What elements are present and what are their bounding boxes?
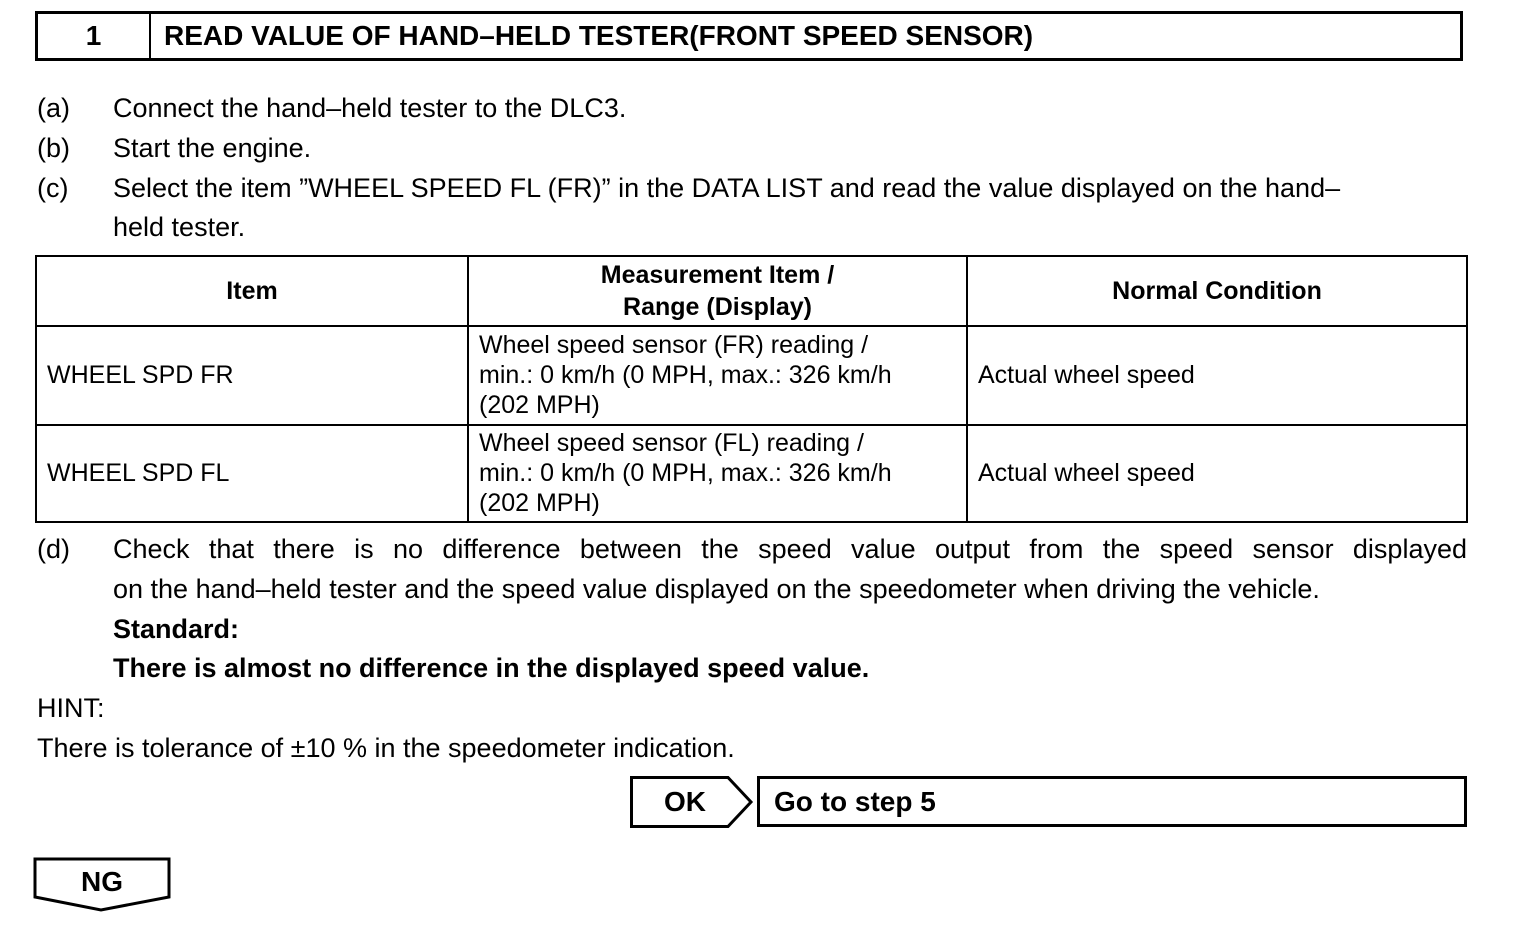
instruction-d-label: (d) [37, 534, 70, 564]
step-header [35, 11, 1463, 61]
ok-result-box: Go to step 5 [757, 776, 1467, 827]
standard-label: Standard: [113, 614, 240, 644]
instruction-a-label: (a) [37, 93, 70, 123]
header-measurement-line1: Measurement Item / [600, 260, 835, 289]
cell-measurement-line3: (202 MPH) [479, 489, 600, 518]
instruction-d-text-line2: on the hand–held tester and the speed value displayed on the speedometer when driving the vehicle. [113, 574, 1320, 604]
ok-label: OK [664, 786, 706, 817]
cell-measurement-line2: min.: 0 km/h (0 MPH, max.: 326 km/h [479, 459, 892, 488]
cell-measurement-line2: min.: 0 km/h (0 MPH, max.: 326 km/h [479, 361, 892, 390]
cell-item: WHEEL SPD FR [36, 326, 468, 425]
header-measurement-line2: Range (Display) [623, 292, 812, 321]
cell-measurement [468, 326, 967, 425]
instruction-c-label: (c) [37, 173, 69, 203]
step-number: 1 [38, 14, 151, 58]
instruction-b-text: Start the engine. [113, 133, 312, 163]
header-normal-condition: Normal Condition [967, 256, 1467, 326]
instruction-d-text-line1: Check that there is no difference between the speed value output from the speed sensor displayed [113, 534, 1467, 564]
header-item: Item [36, 256, 468, 326]
instruction-b-label: (b) [37, 133, 70, 163]
data-list-table [35, 255, 1468, 523]
instruction-c-text-line1: Select the item ”WHEEL SPEED FL (FR)” in the DATA LIST and read the value displayed on the hand– [113, 173, 1341, 203]
header-measurement [468, 256, 967, 326]
table-row [36, 326, 1467, 425]
cell-measurement-line3: (202 MPH) [479, 391, 600, 420]
cell-item: WHEEL SPD FL [36, 425, 468, 522]
cell-normal-condition: Actual wheel speed [967, 326, 1467, 425]
table-row [36, 425, 1467, 522]
cell-normal-condition: Actual wheel speed [967, 425, 1467, 522]
hint-label: HINT: [37, 693, 105, 723]
cell-measurement [468, 425, 967, 522]
hint-text: There is tolerance of ±10 % in the speedometer indication. [37, 733, 735, 763]
ng-label: NG [81, 866, 123, 897]
standard-text: There is almost no difference in the displayed speed value. [113, 653, 870, 683]
cell-measurement-line1: Wheel speed sensor (FR) reading / [479, 331, 869, 360]
instruction-c-text-line2: held tester. [113, 212, 246, 242]
table-header-row [36, 256, 1467, 326]
step-title: READ VALUE OF HAND–HELD TESTER(FRONT SPEED SENSOR) [164, 20, 1034, 51]
cell-measurement-line1: Wheel speed sensor (FL) reading / [479, 429, 864, 458]
instruction-a-text: Connect the hand–held tester to the DLC3. [113, 93, 627, 123]
